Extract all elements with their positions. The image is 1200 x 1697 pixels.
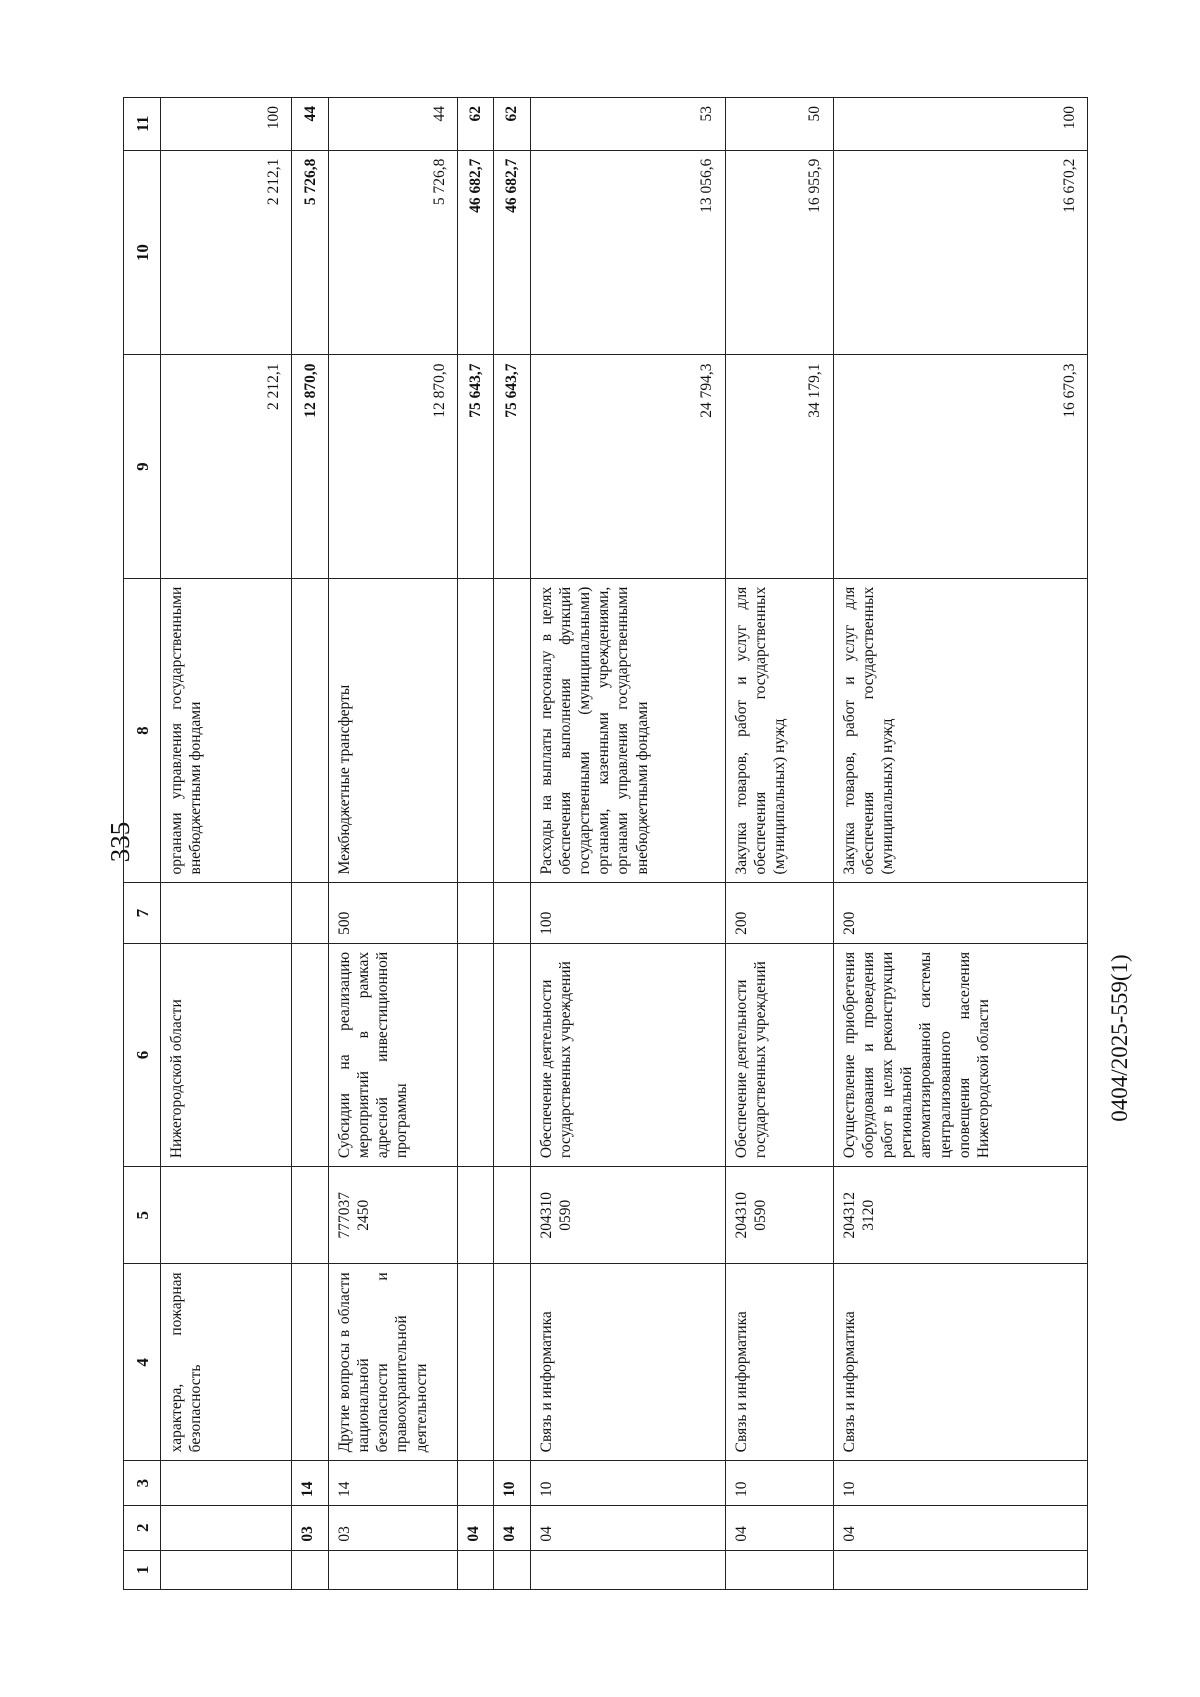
cell: 13 056,6 (530, 150, 725, 355)
cell: 24 794,3 (530, 355, 725, 578)
header-col-11: 11 (124, 98, 161, 151)
cell: 14 (292, 1461, 328, 1506)
cell: Связь и информатика (530, 1264, 725, 1461)
cell (494, 578, 530, 883)
cell: Закупка товаров, работ и услуг для обеспечения государственных (муниципальных) нужд (725, 578, 833, 883)
cell: 62 (494, 98, 530, 151)
cell: 10 (530, 1461, 725, 1506)
cell: 10 (725, 1461, 833, 1506)
cell: 04 (725, 1505, 833, 1550)
cell (458, 1550, 494, 1589)
header-col-8: 8 (124, 578, 161, 883)
cell: 53 (530, 98, 725, 151)
cell (458, 883, 494, 943)
cell (530, 1550, 725, 1589)
cell: 200 (725, 883, 833, 943)
cell (161, 883, 292, 943)
cell: Обеспечение деятельности государственных учреждений (725, 943, 833, 1166)
table-row (494, 98, 530, 1590)
cell: 04 (833, 1505, 1087, 1550)
header-col-4: 4 (124, 1264, 161, 1461)
cell: 75 643,7 (494, 355, 530, 578)
cell: 10 (833, 1461, 1087, 1506)
cell (458, 578, 494, 883)
cell: Другие вопросы в области национальной безопасности и правоохранительной деятельности (328, 1264, 457, 1461)
header-col-2: 2 (124, 1505, 161, 1550)
cell (292, 1264, 328, 1461)
header-row (124, 98, 161, 1590)
cell: Нижегородской области (161, 943, 292, 1166)
cell: 44 (292, 98, 328, 151)
cell (292, 1167, 328, 1264)
cell: Обеспечение деятельности государственных учреждений (530, 943, 725, 1166)
table-row (458, 98, 494, 1590)
cell (494, 1264, 530, 1461)
header-col-9: 9 (124, 355, 161, 578)
cell: 5 726,8 (328, 150, 457, 355)
header-col-1: 1 (124, 1550, 161, 1589)
cell: Связь и информатика (725, 1264, 833, 1461)
cell: характера, пожарная безопасность (161, 1264, 292, 1461)
cell (292, 943, 328, 1166)
cell: Субсидии на реализацию мероприятий в рамках адресной инвестиционной программы (328, 943, 457, 1166)
cell (161, 1167, 292, 1264)
table-row (161, 98, 292, 1590)
cell: 44 (328, 98, 457, 151)
document-code: 0404/2025-559(1) (1107, 954, 1132, 1122)
cell: 04 (530, 1505, 725, 1550)
cell: 5 726,8 (292, 150, 328, 355)
cell (833, 1550, 1087, 1589)
cell (458, 943, 494, 1166)
cell (161, 1461, 292, 1506)
cell (458, 1461, 494, 1506)
table-row (328, 98, 457, 1590)
cell: 2 212,1 (161, 150, 292, 355)
header-col-7: 7 (124, 883, 161, 943)
cell: 204310 0590 (530, 1167, 725, 1264)
cell: 10 (494, 1461, 530, 1506)
cell: 03 (328, 1505, 457, 1550)
cell (292, 1550, 328, 1589)
cell (725, 1550, 833, 1589)
table-row (530, 98, 725, 1590)
cell (328, 1550, 457, 1589)
cell: Осуществление приобретения оборудования и проведения работ в целях реконструкции региональной автоматизированной системы централизованного оповещения населения Нижегородской области (833, 943, 1087, 1166)
cell: органами управления государственными внебюджетными фондами (161, 578, 292, 883)
cell: 777037 2450 (328, 1167, 457, 1264)
budget-table (123, 97, 1088, 1590)
cell: 16 670,3 (833, 355, 1087, 578)
cell: 16 955,9 (725, 150, 833, 355)
budget-table-container (123, 97, 1088, 1590)
table-row (833, 98, 1087, 1590)
cell: 200 (833, 883, 1087, 943)
cell (161, 1550, 292, 1589)
cell (292, 578, 328, 883)
cell: Расходы на выплаты персоналу в целях обеспечения выполнения функций государственными (муниципальными) органами, казенными учреждениями, органами управления государственными внебюджетными фондами (530, 578, 725, 883)
cell (494, 1550, 530, 1589)
cell: 34 179,1 (725, 355, 833, 578)
header-col-5: 5 (124, 1167, 161, 1264)
cell: 204310 0590 (725, 1167, 833, 1264)
cell (292, 883, 328, 943)
cell: 2 212,1 (161, 355, 292, 578)
cell (494, 883, 530, 943)
header-col-6: 6 (124, 943, 161, 1166)
cell: 04 (494, 1505, 530, 1550)
cell: 16 670,2 (833, 150, 1087, 355)
cell (161, 1505, 292, 1550)
cell: 100 (833, 98, 1087, 151)
cell: 03 (292, 1505, 328, 1550)
cell: 62 (458, 98, 494, 151)
cell: 46 682,7 (458, 150, 494, 355)
cell (458, 1264, 494, 1461)
cell: 100 (161, 98, 292, 151)
cell: 50 (725, 98, 833, 151)
page-number: 335 (105, 821, 135, 863)
cell: 12 870,0 (328, 355, 457, 578)
cell: 12 870,0 (292, 355, 328, 578)
cell: 46 682,7 (494, 150, 530, 355)
cell: 14 (328, 1461, 457, 1506)
cell (494, 943, 530, 1166)
cell: Закупка товаров, работ и услуг для обеспечения государственных (муниципальных) нужд (833, 578, 1087, 883)
cell: 204312 3120 (833, 1167, 1087, 1264)
cell: 500 (328, 883, 457, 943)
cell: Связь и информатика (833, 1264, 1087, 1461)
cell: 75 643,7 (458, 355, 494, 578)
header-col-3: 3 (124, 1461, 161, 1506)
header-col-10: 10 (124, 150, 161, 355)
table-row (292, 98, 328, 1590)
table-row (725, 98, 833, 1590)
cell: 100 (530, 883, 725, 943)
cell (494, 1167, 530, 1264)
cell: 04 (458, 1505, 494, 1550)
cell: Межбюджетные трансферты (328, 578, 457, 883)
cell (458, 1167, 494, 1264)
